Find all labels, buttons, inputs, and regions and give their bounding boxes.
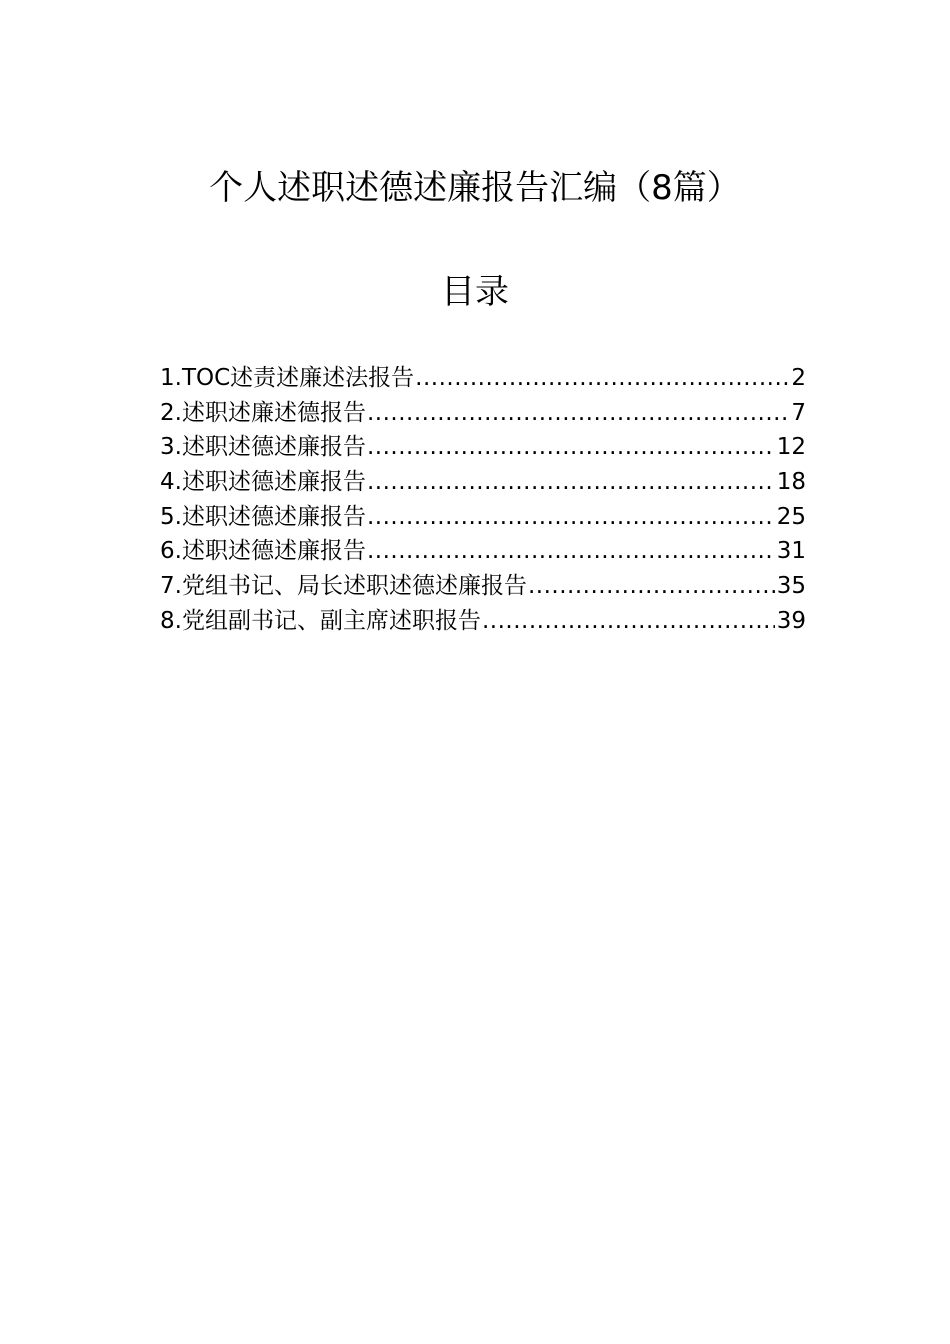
toc-entry-6[interactable] bbox=[160, 534, 806, 569]
toc-entry-page-number: 18 bbox=[776, 469, 806, 496]
toc-dot-leader bbox=[367, 430, 775, 465]
toc-dot-leader bbox=[367, 534, 775, 569]
toc-entry-8[interactable] bbox=[160, 604, 806, 639]
toc-entry-label: 4.述职述德述廉报告 bbox=[160, 469, 366, 496]
toc-heading: 目录 bbox=[441, 272, 509, 312]
toc-entry-label: 1.TOC述责述廉述法报告 bbox=[160, 365, 415, 391]
toc-entry-1[interactable] bbox=[160, 361, 806, 396]
toc-entry-label: 3.述职述德述廉报告 bbox=[160, 434, 366, 461]
toc-entry-label: 8.党组副书记、副主席述职报告 bbox=[160, 607, 481, 634]
toc-entry-page-number: 39 bbox=[776, 607, 806, 634]
toc-entry-label: 6.述职述德述廉报告 bbox=[160, 538, 366, 565]
table-of-contents bbox=[160, 361, 806, 639]
toc-entry-label: 2.述职述廉述德报告 bbox=[160, 399, 366, 426]
toc-dot-leader bbox=[367, 500, 775, 535]
document-title: 个人述职述德述廉报告汇编（8篇） bbox=[209, 168, 741, 208]
toc-entry-label: 7.党组书记、局长述职述德述廉报告 bbox=[160, 573, 527, 600]
toc-entry-page-number: 25 bbox=[776, 503, 806, 530]
toc-entry-page-number: 7 bbox=[791, 399, 806, 426]
toc-dot-leader bbox=[482, 604, 775, 639]
toc-dot-leader bbox=[528, 569, 775, 604]
toc-dot-leader bbox=[367, 465, 775, 500]
toc-entry-page-number: 31 bbox=[776, 538, 806, 565]
toc-entry-page-number: 35 bbox=[776, 573, 806, 600]
toc-entry-2[interactable] bbox=[160, 396, 806, 431]
toc-entry-3[interactable] bbox=[160, 430, 806, 465]
toc-entry-5[interactable] bbox=[160, 500, 806, 535]
toc-entry-page-number: 12 bbox=[776, 434, 806, 461]
toc-entry-4[interactable] bbox=[160, 465, 806, 500]
toc-entry-label: 5.述职述德述廉报告 bbox=[160, 503, 366, 530]
toc-entry-page-number: 2 bbox=[791, 365, 806, 391]
toc-entry-7[interactable] bbox=[160, 569, 806, 604]
toc-dot-leader bbox=[415, 361, 789, 396]
toc-dot-leader bbox=[367, 396, 789, 431]
